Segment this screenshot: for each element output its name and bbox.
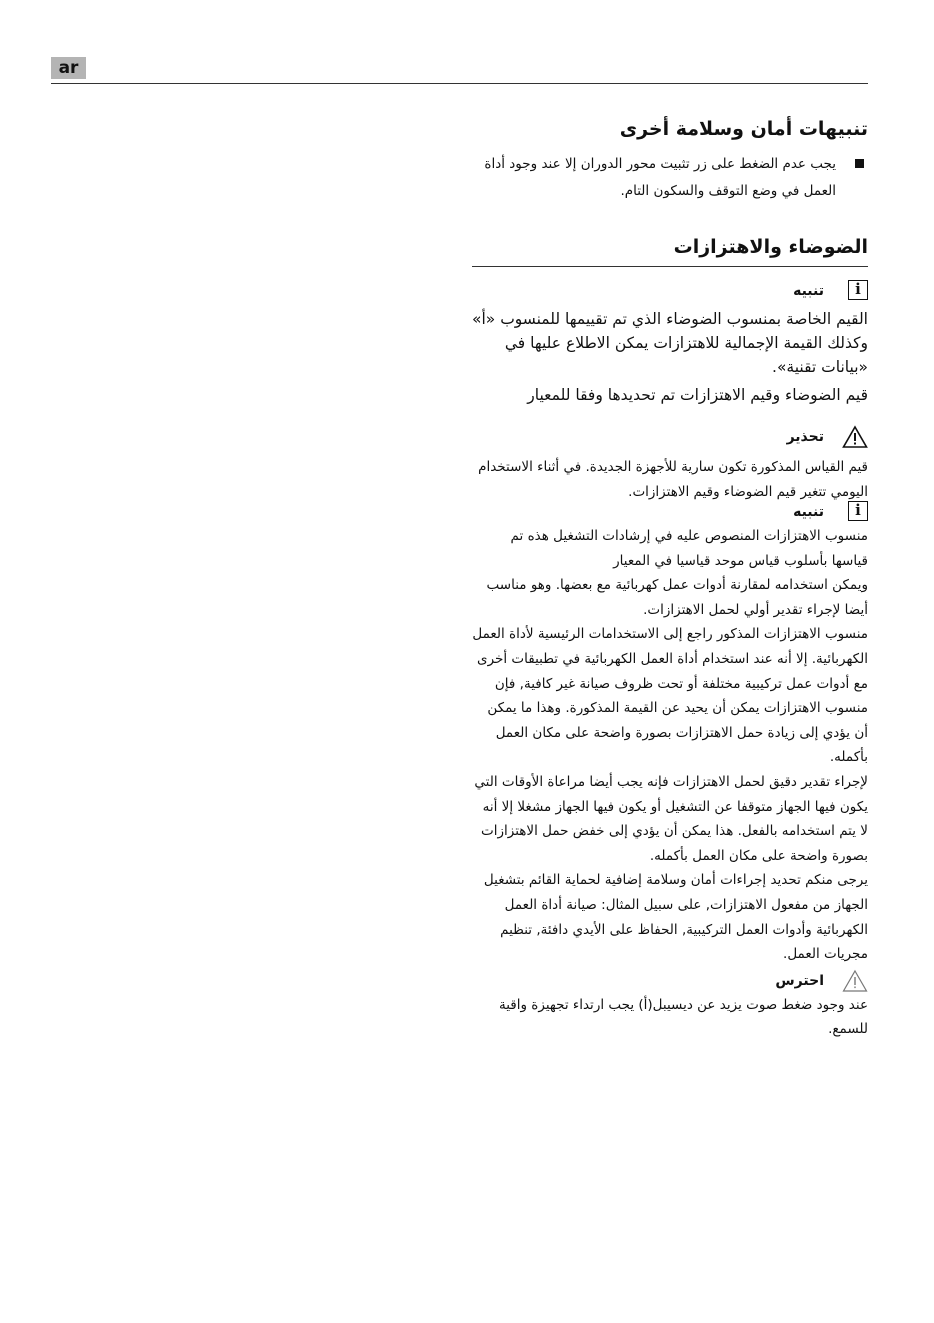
noise-note-block <box>472 279 868 407</box>
warning-label: تحذير <box>786 429 824 445</box>
info-icon: i <box>848 501 868 521</box>
header-rule <box>51 83 868 84</box>
caution-label: احترس <box>775 972 824 989</box>
caution-triangle-icon <box>842 969 868 993</box>
note-label-row <box>472 279 868 303</box>
language-badge: ar <box>51 57 86 79</box>
vibration-paragraph: منسوب الاهتزازات المنصوص عليه في إرشادات التشغيل هذه تم قياسها بأسلوب قياس موحد قياسيا في المعيار <box>510 528 868 569</box>
square-bullet-icon <box>855 159 864 168</box>
warning-text: قيم القياس المذكورة تكون سارية للأجهزة الجديدة. في أثناء الاستخدام اليومي تتغير قيم الضوضاء وقيم الاهتزازات. <box>478 459 868 500</box>
note-label: تنبيه <box>793 283 824 299</box>
vibration-paragraph: لإجراء تقدير دقيق لحمل الاهتزازات فإنه يجب أيضا مراعاة الأوقات التي يكون فيها الجهاز متوقفا عن التشغيل أو يكون فيها الجهاز مشغلا إلا أنه لا يتم استخدامه بالفعل. هذا يمكن أن يؤدي إلى خفض حمل الاهتزازات بصورة واضحة على مكان العمل بأكمله. <box>474 773 868 864</box>
warning-block <box>472 425 868 504</box>
vibration-paragraph: منسوب الاهتزازات المذكور راجع إلى الاستخدامات الرئيسية لأداة العمل الكهربائية. إلا أنه عند استخدام أداة العمل الكهربائية في تطبيقات أخرى مع أدوات عمل تركيبية مختلفة أو تحت ظروف صيانة غير كافية, فإن منسوب الاهتزازات يمكن أن يحيد عن القيمة المذكورة. وهذا ما يمكن أن يؤدي إلى زيادة حمل الاهتزازات بصورة واضحة على مكان العمل بأكمله. <box>472 626 868 766</box>
values-standard-line: قيم الضوضاء وقيم الاهتزازات تم تحديدها وفقا للمعيار <box>527 386 868 404</box>
safety-bullet-item <box>466 151 868 205</box>
note-label: تنبيه <box>793 504 824 520</box>
vibration-note-block <box>472 500 868 1042</box>
warning-triangle-icon <box>842 425 868 449</box>
noise-heading: الضوضاء والاهتزازات <box>673 236 868 258</box>
warning-label-row <box>472 425 868 449</box>
note-text: القيم الخاصة بمنسوب الضوضاء الذي تم تقييمها للمنسوب «أ» وكذلك القيمة الإجمالية للاهتزازات يمكن الاطلاع عليها في «بيانات تقنية». <box>472 310 868 376</box>
caution-text: عند وجود ضغط صوت يزيد عن ديسيبل(أ) يجب ارتداء تجهيزة واقية للسمع. <box>498 996 868 1038</box>
vibration-paragraph: يرجى منكم تحديد إجراءات أمان وسلامة إضافية لحماية القائم بتشغيل الجهاز من مفعول الاهتزازات, على سبيل المثال: صيانة أداة العمل الكهربائية وأدوات العمل التركيبية, الحفاظ على الأيدي دافئة, تنظيم مجريات العمل. <box>483 872 868 963</box>
note-label-row <box>472 500 868 524</box>
info-icon: i <box>848 280 868 300</box>
vibration-paragraph: ويمكن استخدامه لمقارنة أدوات عمل كهربائية مع بعضها. وهو مناسب أيضا لإجراء تقدير أولي لحمل الاهتزازات. <box>486 577 868 618</box>
safety-heading: تنبيهات أمان وسلامة أخرى <box>619 118 868 140</box>
caution-label-row <box>472 969 868 993</box>
safety-bullet-text: يجب عدم الضغط على زر تثبيت محور الدوران إلا عند وجود أداة العمل في وضع التوقف والسكون التام. <box>484 156 836 199</box>
section-rule <box>472 266 868 267</box>
